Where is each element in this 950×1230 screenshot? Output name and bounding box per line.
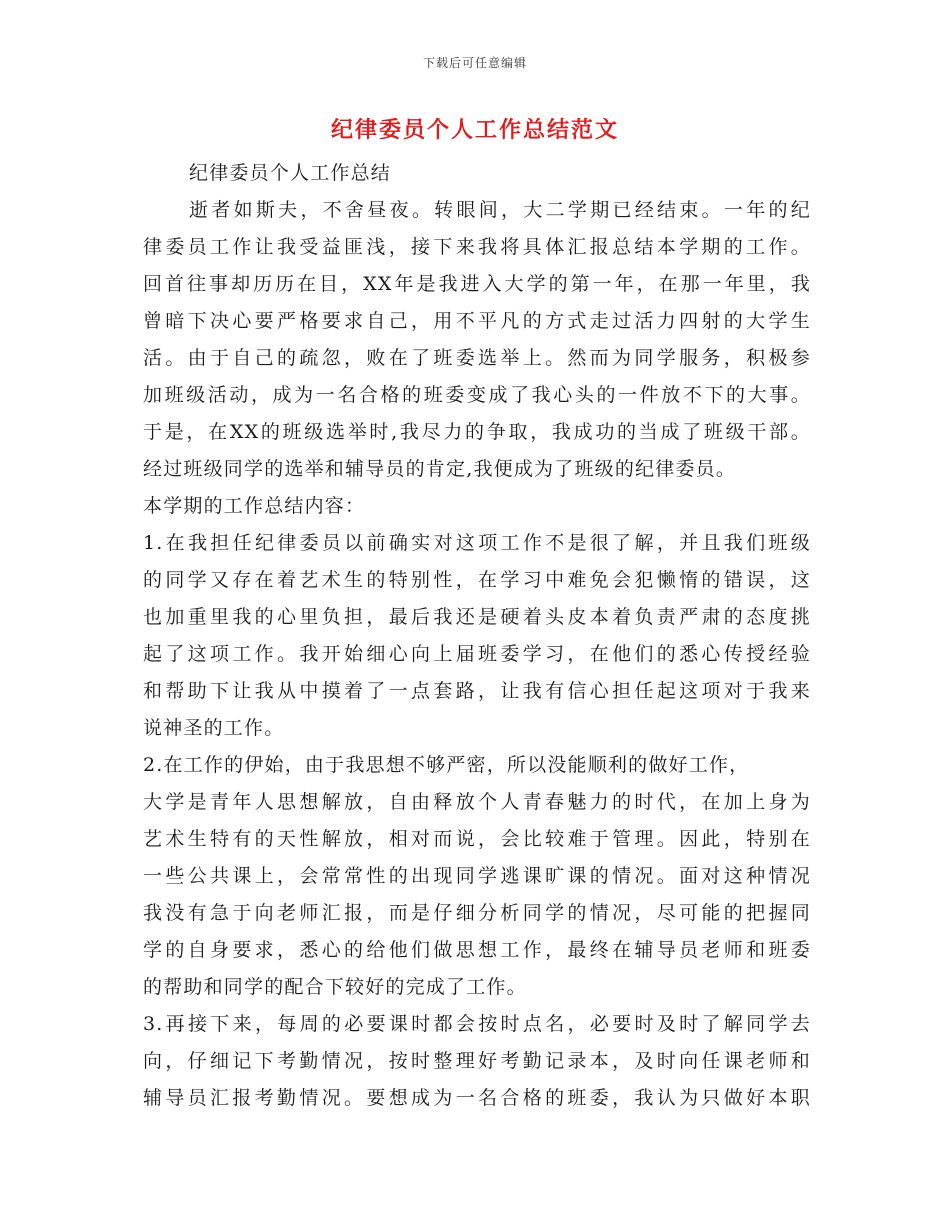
- body-text-line: 学的自身要求，悉心的给他们做思想工作，最终在辅导员老师和班委: [143, 939, 811, 961]
- document-title: 纪律委员个人工作总结范文: [330, 117, 619, 143]
- body-text-line: 逝者如斯夫，不舍昼夜。转眼间，大二学期已经结束。一年的纪: [189, 199, 811, 221]
- body-text-line: 也加重里我的心里负担，最后我还是硬着头皮本着负责严肃的态度挑: [143, 606, 811, 628]
- body-text-line: 曾暗下决心要严格要求自己，用不平凡的方式走过活力四射的大学生: [143, 310, 811, 332]
- body-text-line: 纪律委员个人工作总结: [189, 162, 392, 184]
- body-text-line: 经过班级同学的选举和辅导员的肯定,我便成为了班级的纪律委员。: [143, 458, 737, 480]
- header-note: 下载后可任意编辑: [422, 56, 527, 70]
- body-text-line: 的帮助和同学的配合下较好的完成了工作。: [143, 976, 527, 998]
- body-text-line: 大学是青年人思想解放，自由释放个人青春魅力的时代，在加上身为: [143, 791, 811, 813]
- body-text-line: 说神圣的工作。: [143, 717, 285, 739]
- body-text-line: 于是，在XX的班级选举时,我尽力的争取，我成功的当成了班级干部。: [143, 421, 811, 443]
- body-text-line: 艺术生特有的天性解放，相对而说，会比较难于管理。因此，特别在: [143, 828, 811, 850]
- body-text-line: 活。由于自己的疏忽，败在了班委选举上。然而为同学服务，积极参: [143, 347, 811, 369]
- body-text-line: 本学期的工作总结内容：: [143, 495, 366, 517]
- body-text-line: 和帮助下让我从中摸着了一点套路，让我有信心担任起这项对于我来: [143, 680, 811, 702]
- body-text-line: 律委员工作让我受益匪浅，接下来我将具体汇报总结本学期的工作。: [143, 236, 811, 258]
- body-text-line: 我没有急于向老师汇报，而是仔细分析同学的情况，尽可能的把握同: [143, 902, 811, 924]
- body-text-line: 向，仔细记下考勤情况，按时整理好考勤记录本，及时向任课老师和: [143, 1050, 811, 1072]
- body-text-line: 的同学又存在着艺术生的特别性，在学习中难免会犯懒惰的错误，这: [143, 569, 811, 591]
- body-text-line: 3.再接下来，每周的必要课时都会按时点名，必要时及时了解同学去: [143, 1013, 811, 1035]
- body-text-line: 2.在工作的伊始，由于我思想不够严密，所以没能顺利的做好工作，: [143, 754, 750, 776]
- document-body: [143, 155, 811, 1117]
- body-text-line: 辅导员汇报考勤情况。要想成为一名合格的班委，我认为只做好本职: [143, 1087, 811, 1109]
- body-text-line: 起了这项工作。我开始细心向上届班委学习，在他们的悉心传授经验: [143, 643, 811, 665]
- body-text-line: 1.在我担任纪律委员以前确实对这项工作不是很了解，并且我们班级: [143, 532, 811, 554]
- body-text-line: 一些公共课上，会常常性的出现同学逃课旷课的情况。面对这种情况: [143, 865, 811, 887]
- body-text-line: 回首往事却历历在目，XX年是我进入大学的第一年，在那一年里，我: [143, 273, 811, 295]
- body-text-line: 加班级活动，成为一名合格的班委变成了我心头的一件放不下的大事。: [143, 384, 811, 406]
